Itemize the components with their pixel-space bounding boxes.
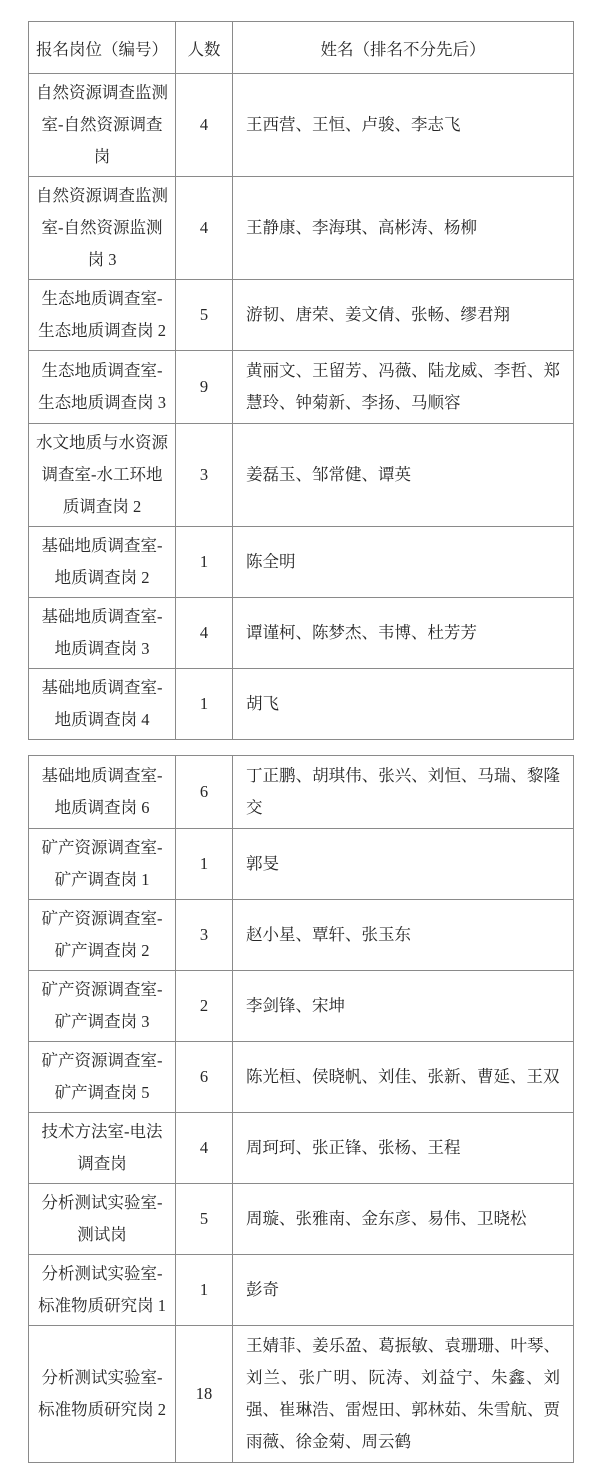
table-row bbox=[29, 900, 574, 971]
header-position-label: 报名岗位（编号） bbox=[29, 22, 176, 74]
table-row bbox=[29, 177, 574, 280]
position-cell: 矿产资源调查室-矿产调查岗 2 bbox=[29, 900, 176, 971]
table-row bbox=[29, 756, 574, 829]
names-cell: 丁正鹏、胡琪伟、张兴、刘恒、马瑞、黎隆交 bbox=[233, 756, 574, 829]
applicant-roster-table-2 bbox=[28, 755, 574, 1463]
count-cell: 1 bbox=[176, 527, 233, 598]
table-row bbox=[29, 351, 574, 424]
position-cell: 分析测试实验室-测试岗 bbox=[29, 1184, 176, 1255]
names-cell: 谭谨柯、陈梦杰、韦博、杜芳芳 bbox=[233, 598, 574, 669]
position-cell: 水文地质与水资源调查室-水工环地质调查岗 2 bbox=[29, 424, 176, 527]
count-cell: 1 bbox=[176, 669, 233, 740]
position-cell: 矿产资源调查室-矿产调查岗 1 bbox=[29, 829, 176, 900]
table-row bbox=[29, 527, 574, 598]
table-row bbox=[29, 669, 574, 740]
count-cell: 6 bbox=[176, 1042, 233, 1113]
count-cell: 1 bbox=[176, 829, 233, 900]
names-cell: 周璇、张雅南、金东彦、易伟、卫晓松 bbox=[233, 1184, 574, 1255]
table-row bbox=[29, 1184, 574, 1255]
position-cell: 生态地质调查室-生态地质调查岗 2 bbox=[29, 280, 176, 351]
count-cell: 4 bbox=[176, 177, 233, 280]
position-cell: 基础地质调查室-地质调查岗 2 bbox=[29, 527, 176, 598]
count-cell: 3 bbox=[176, 900, 233, 971]
table-row bbox=[29, 424, 574, 527]
header-count-label: 人数 bbox=[176, 22, 233, 74]
table-row bbox=[29, 1326, 574, 1463]
count-cell: 4 bbox=[176, 598, 233, 669]
position-cell: 基础地质调查室-地质调查岗 4 bbox=[29, 669, 176, 740]
count-cell: 1 bbox=[176, 1255, 233, 1326]
count-cell: 4 bbox=[176, 1113, 233, 1184]
position-cell: 矿产资源调查室-矿产调查岗 5 bbox=[29, 1042, 176, 1113]
names-cell: 王静康、李海琪、高彬涛、杨柳 bbox=[233, 177, 574, 280]
names-cell: 姜磊玉、邹常健、谭英 bbox=[233, 424, 574, 527]
count-cell: 5 bbox=[176, 1184, 233, 1255]
table-row bbox=[29, 1113, 574, 1184]
table-row bbox=[29, 1042, 574, 1113]
count-cell: 18 bbox=[176, 1326, 233, 1463]
names-cell: 周珂珂、张正锋、张杨、王程 bbox=[233, 1113, 574, 1184]
table-row bbox=[29, 971, 574, 1042]
names-cell: 黄丽文、王留芳、冯薇、陆龙威、李哲、郑慧玲、钟菊新、李扬、马顺容 bbox=[233, 351, 574, 424]
names-cell: 王西营、王恒、卢骏、李志飞 bbox=[233, 74, 574, 177]
table-1-body bbox=[29, 74, 574, 740]
count-cell: 2 bbox=[176, 971, 233, 1042]
position-cell: 分析测试实验室-标准物质研究岗 1 bbox=[29, 1255, 176, 1326]
position-cell: 基础地质调查室-地质调查岗 3 bbox=[29, 598, 176, 669]
position-cell: 技术方法室-电法调查岗 bbox=[29, 1113, 176, 1184]
count-cell: 3 bbox=[176, 424, 233, 527]
names-cell: 赵小星、覃轩、张玉东 bbox=[233, 900, 574, 971]
position-cell: 自然资源调查监测室-自然资源监测岗 3 bbox=[29, 177, 176, 280]
table-2-body bbox=[29, 756, 574, 1463]
count-cell: 9 bbox=[176, 351, 233, 424]
header-names-label: 姓名（排名不分先后） bbox=[233, 22, 574, 74]
names-cell: 王婧菲、姜乐盈、葛振敏、袁珊珊、叶琴、刘兰、张广明、阮涛、刘益宁、朱鑫、刘强、崔琳浩、雷煜田、郭林茹、朱雪航、贾雨薇、徐金菊、周云鹤 bbox=[233, 1326, 574, 1463]
count-cell: 6 bbox=[176, 756, 233, 829]
table-row bbox=[29, 598, 574, 669]
names-cell: 陈全明 bbox=[233, 527, 574, 598]
count-cell: 5 bbox=[176, 280, 233, 351]
names-cell: 胡飞 bbox=[233, 669, 574, 740]
applicant-roster-table-1 bbox=[28, 21, 574, 740]
names-cell: 郭旻 bbox=[233, 829, 574, 900]
header-row bbox=[29, 22, 574, 74]
names-cell: 陈光桓、侯晓帆、刘佳、张新、曹延、王双 bbox=[233, 1042, 574, 1113]
table-row bbox=[29, 1255, 574, 1326]
names-cell: 游韧、唐荣、姜文倩、张畅、缪君翔 bbox=[233, 280, 574, 351]
count-cell: 4 bbox=[176, 74, 233, 177]
table-header bbox=[29, 22, 574, 74]
table-row bbox=[29, 280, 574, 351]
names-cell: 李剑锋、宋坤 bbox=[233, 971, 574, 1042]
table-row bbox=[29, 74, 574, 177]
position-cell: 分析测试实验室-标准物质研究岗 2 bbox=[29, 1326, 176, 1463]
position-cell: 自然资源调查监测室-自然资源调查岗 bbox=[29, 74, 176, 177]
position-cell: 基础地质调查室-地质调查岗 6 bbox=[29, 756, 176, 829]
table-row bbox=[29, 829, 574, 900]
position-cell: 矿产资源调查室-矿产调查岗 3 bbox=[29, 971, 176, 1042]
position-cell: 生态地质调查室-生态地质调查岗 3 bbox=[29, 351, 176, 424]
names-cell: 彭奇 bbox=[233, 1255, 574, 1326]
